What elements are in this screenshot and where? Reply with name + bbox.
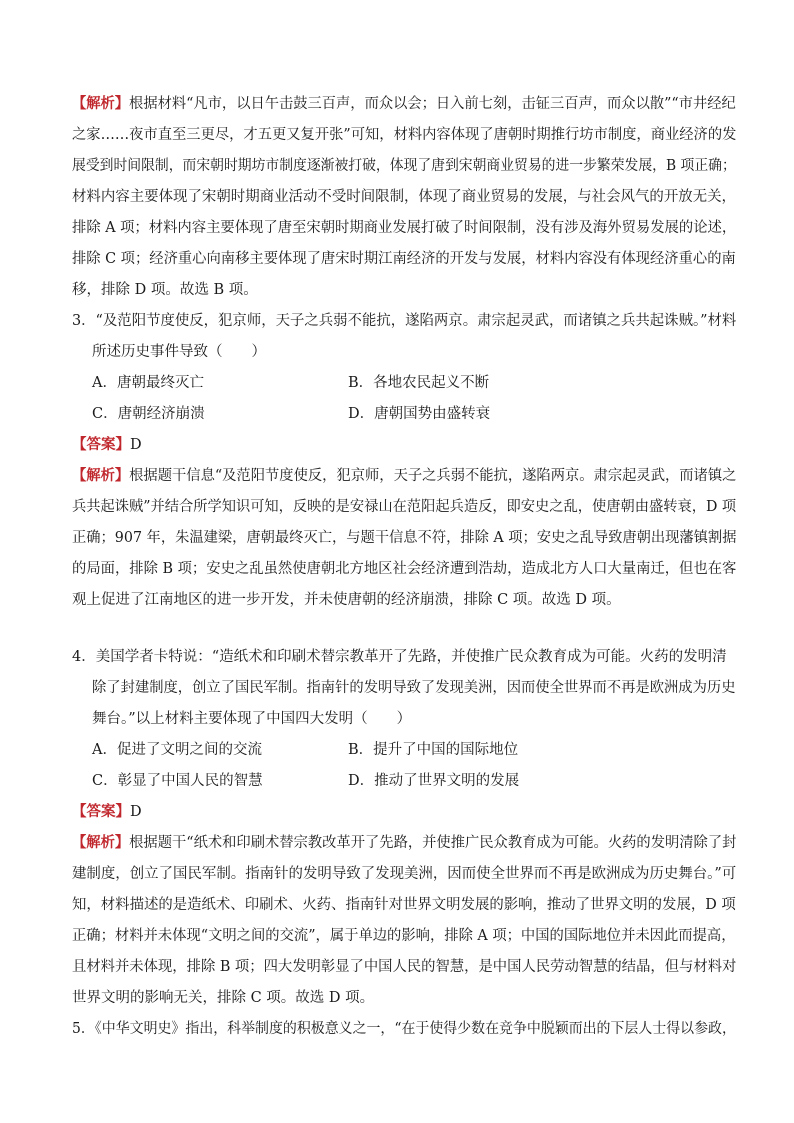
analysis-line: 之家……夜市直至三更尽，才五更又复开张”可知，材料内容体现了唐朝时期推行坊市制度，商业经济的发 <box>72 127 737 143</box>
analysis-line: 建制度，创立了国民军制。指南针的发明导致了发现美洲，因而使全世界而不再是欧洲成为历史舞台。”可 <box>72 866 737 882</box>
option-b: B．各地农民起义不断 <box>348 375 490 391</box>
option-d: D．唐朝国势由盛转衰 <box>348 406 491 422</box>
analysis-line: 观上促进了江南地区的进一步开发，并未使唐朝的经济崩溃，排除 C 项。故选 D 项。 <box>72 592 621 608</box>
analysis-line: 排除 C 项；经济重心向南移主要体现了唐宋时期江南经济的开发与发展，材料内容没有体现经济重心的南 <box>72 251 736 267</box>
answer-value: D <box>130 437 142 453</box>
question-3-stem-cont: 所述历史事件导致（ ） <box>92 344 266 360</box>
answer-value: D <box>130 804 142 820</box>
analysis-line: 世界文明的影响无关，排除 C 项。故选 D 项。 <box>72 990 375 1006</box>
analysis-line: 正确；材料并未体现“文明之间的交流”，属于单边的影响，排除 A 项；中国的国际地位并未因此而提高， <box>72 928 736 944</box>
question-4-stem-cont: 舞台。”以上材料主要体现了中国四大发明（ ） <box>92 711 412 727</box>
option-c: C．唐朝经济崩溃 <box>92 406 205 422</box>
analysis-line: 兵共起诛贼”并结合所学知识可知，反映的是安禄山在范阳起兵造反，即安史之乱，使唐朝由盛转衰，D 项 <box>72 499 737 515</box>
analysis-line: 【解析】根据题干“纸术和印刷术替宗教改革开了先路，并使推广民众教育成为可能。火药的发明清除了封 <box>72 834 737 851</box>
analysis-line: 展受到时间限制，而宋朝时期坊市制度逐渐被打破，体现了唐到宋朝商业贸易的进一步繁荣发展，B 项正确； <box>72 158 736 174</box>
analysis-label: 【解析】 <box>72 95 130 112</box>
analysis-line: 知，材料描述的是造纸术、印刷术、火药、指南针对世界文明发展的影响，推动了世界文明的发展，D 项 <box>72 897 736 913</box>
analysis-line: 正确；907 年，朱温建梁，唐朝最终灭亡，与题干信息不符，排除 A 项；安史之乱导致唐朝出现藩镇割据 <box>72 530 737 546</box>
analysis-line: 且材料并未体现，排除 B 项；四大发明彰显了中国人民的智慧，是中国人民劳动智慧的结晶，但与材料对 <box>72 959 737 975</box>
question-4-stem-cont: 除了封建制度，创立了国民军制。指南针的发明导致了发现美洲，因而使全世界而不再是欧洲成为历史 <box>92 680 736 696</box>
question-5-stem: 5．《中华文明史》指出，科举制度的积极意义之一，“在于使得少数在竞争中脱颖而出的下层人士得以参政， <box>72 1021 736 1037</box>
question-3-stem: 3．“及范阳节度使反，犯京师，天子之兵弱不能抗，遂陷两京。肃宗起灵武，而诸镇之兵共起诛贼。”材料 <box>72 313 737 329</box>
option-c: C．彰显了中国人民的智慧 <box>92 773 263 789</box>
analysis-line: 排除 A 项；材料内容主要体现了唐至宋朝时期商业发展打破了时间限制，没有涉及海外贸易发展的论述， <box>72 220 737 236</box>
question-4-stem: 4．美国学者卡特说：“造纸术和印刷术替宗教革开了先路，并使推广民众教育成为可能。火药的发明清 <box>72 649 727 665</box>
analysis-line: 【解析】根据材料“凡市，以日午击鼓三百声，而众以会；日入前七刻，击钲三百声，而众以散”“市井经纪 <box>72 95 736 112</box>
option-b: B．提升了中国的国际地位 <box>348 742 519 758</box>
option-d: D．推动了世界文明的发展 <box>348 773 520 789</box>
option-a: A．促进了文明之间的交流 <box>92 742 262 758</box>
answer-line: 【答案】D <box>72 803 142 820</box>
analysis-line: 移，排除 D 项。故选 B 项。 <box>72 282 258 298</box>
option-a: A．唐朝最终灭亡 <box>92 375 204 391</box>
analysis-line: 材料内容主要体现了宋朝时期商业活动不受时间限制，体现了商业贸易的发展，与社会风气的开放无关， <box>72 189 736 205</box>
analysis-line: 【解析】根据题干信息“及范阳节度使反，犯京师，天子之兵弱不能抗，遂陷两京。肃宗起灵武，而诸镇之 <box>72 467 737 484</box>
analysis-line: 的局面，排除 B 项；安史之乱虽然使唐朝北方地区社会经济遭到浩劫，造成北方人口大量南迁，但也在客 <box>72 561 737 577</box>
answer-line: 【答案】D <box>72 436 142 453</box>
